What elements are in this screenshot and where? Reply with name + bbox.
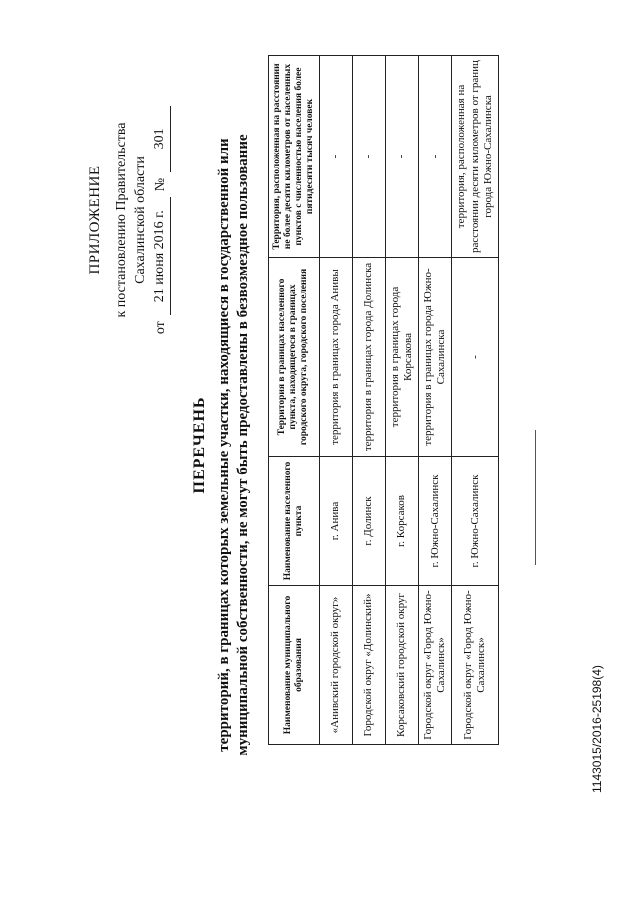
appendix-line-2: Сахалинской области — [133, 156, 149, 284]
appendix-date-line — [151, 75, 171, 365]
appendix-block — [85, 75, 171, 365]
table-cell: - — [352, 56, 385, 258]
table-cell: - — [319, 56, 352, 258]
table-cell: «Анивский городской округ» — [319, 586, 352, 745]
table-cell: - — [419, 56, 452, 258]
title-line-2: муниципальной собственности, не могут быть предоставлены в безвозмездное пользование — [235, 134, 252, 756]
table-cell: Городской округ «Город Южно-Сахалинск» — [452, 586, 499, 745]
header-territory-within: Территория в границах населенного пункта, находящегося в границах городского округа, городского поселения — [269, 258, 320, 457]
table-cell: - — [385, 56, 418, 258]
header-municipality: Наименование муниципального образования — [269, 586, 320, 745]
table-row — [385, 56, 418, 745]
table-cell: Корсаковский городской округ — [385, 586, 418, 745]
table-cell: Городской округ «Город Южно-Сахалинск» — [419, 586, 452, 745]
territories-table — [268, 55, 499, 745]
table-cell: г. Анива — [319, 457, 352, 586]
table-row — [319, 56, 352, 745]
resolution-number: 301 — [151, 106, 171, 172]
table-cell: г. Южно-Сахалинск — [452, 457, 499, 586]
table-cell: территория в границах города Южно-Сахалинска — [419, 258, 452, 457]
table-row — [419, 56, 452, 745]
table-cell: г. Корсаков — [385, 457, 418, 586]
resolution-date: 21 июня 2016 г. — [151, 197, 171, 315]
table-cell: территория в границах города Долинска — [352, 258, 385, 457]
table-cell: территория, расположенная на расстоянии десяти километров от границ города Южно-Сахалинска — [452, 56, 499, 258]
table-cell: Городской округ «Долинский» — [352, 586, 385, 745]
table-row — [352, 56, 385, 745]
title-line-1: территорий, в границах которых земельные участки, находящиеся в государственной или — [215, 138, 232, 752]
from-label: от — [153, 321, 169, 335]
appendix-heading: ПРИЛОЖЕНИЕ — [87, 165, 103, 275]
document-code: 1143015/2016-25198(4) — [590, 665, 604, 793]
table-row — [452, 56, 499, 745]
table-cell: территория в границах города Корсакова — [385, 258, 418, 457]
divider-line — [535, 430, 536, 565]
header-settlement: Наименование населенного пункта — [269, 457, 320, 586]
table-cell: территория в границах города Анивы — [319, 258, 352, 457]
table-header-row — [269, 56, 320, 745]
document-title — [190, 85, 254, 805]
title-main: ПЕРЕЧЕНЬ — [191, 396, 208, 494]
header-territory-distance: Территория, расположенная на расстоянии не более десяти километров от населенных пунктов с численностью населения более пятидесяти тысяч человек — [269, 56, 320, 258]
number-label: № — [153, 177, 169, 192]
appendix-line-1: к постановлению Правительства — [114, 122, 130, 318]
table-cell: г. Долинск — [352, 457, 385, 586]
table-cell: г. Южно-Сахалинск — [419, 457, 452, 586]
table-cell: - — [452, 258, 499, 457]
